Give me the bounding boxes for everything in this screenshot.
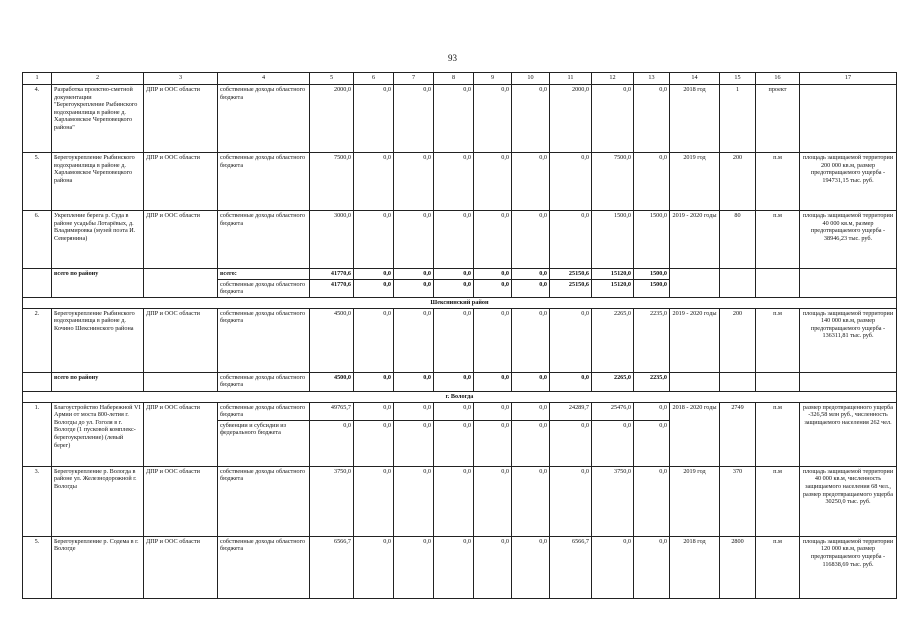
value-cell: 0,0 bbox=[512, 211, 550, 269]
executor: ДПР и ООС области bbox=[144, 85, 218, 153]
value-cell: 0,0 bbox=[550, 153, 592, 211]
empty-cell bbox=[670, 372, 720, 391]
empty-cell bbox=[23, 269, 52, 298]
column-number: 8 bbox=[434, 73, 474, 85]
value-cell: 0,0 bbox=[512, 269, 550, 280]
row-number: 2. bbox=[23, 308, 52, 372]
column-number: 6 bbox=[354, 73, 394, 85]
row-number: 3. bbox=[23, 466, 52, 536]
value-cell: 0,0 bbox=[434, 372, 474, 391]
funding-source: собственные доходы областного бюджета bbox=[218, 153, 310, 211]
table-row bbox=[23, 308, 897, 372]
column-number: 14 bbox=[670, 73, 720, 85]
value-cell: 0,0 bbox=[550, 308, 592, 372]
value-cell: 0,0 bbox=[592, 420, 634, 466]
value-cell: 0,0 bbox=[354, 466, 394, 536]
funding-source: собственные доходы областного бюджета bbox=[218, 402, 310, 420]
empty-cell bbox=[800, 372, 897, 391]
value-cell: 0,0 bbox=[634, 420, 670, 466]
value-cell: 7500,0 bbox=[310, 153, 354, 211]
value-cell: 0,0 bbox=[394, 279, 434, 297]
value-cell: 0,0 bbox=[634, 153, 670, 211]
measures-table bbox=[22, 72, 897, 599]
value-cell: 0,0 bbox=[512, 153, 550, 211]
value-cell: 0,0 bbox=[512, 420, 550, 466]
empty-cell bbox=[720, 269, 756, 298]
value-cell: 41770,6 bbox=[310, 279, 354, 297]
table-row bbox=[23, 211, 897, 269]
value-cell: 7500,0 bbox=[592, 153, 634, 211]
value-cell: 2265,0 bbox=[592, 372, 634, 391]
measure-name: Благоустройство Набережной VI Армии от моста 800-летия г. Вологды до ул. Гоголя в г. Вологде (1 пусковой комплекс-берегоукрепление) (левый берег) bbox=[52, 402, 144, 466]
value-cell: 4500,0 bbox=[310, 372, 354, 391]
period-cell: 2019 - 2020 годы bbox=[670, 308, 720, 372]
value-cell: 0,0 bbox=[394, 211, 434, 269]
value-cell: 0,0 bbox=[550, 420, 592, 466]
section-row bbox=[23, 297, 897, 308]
value-cell: 6566,7 bbox=[310, 536, 354, 598]
value-cell: 2265,0 bbox=[592, 308, 634, 372]
table-row bbox=[23, 402, 897, 420]
column-number: 2 bbox=[52, 73, 144, 85]
value-cell: 41770,6 bbox=[310, 269, 354, 280]
volume-cell: 200 bbox=[720, 308, 756, 372]
value-cell: 0,0 bbox=[474, 279, 512, 297]
empty-cell bbox=[800, 269, 897, 298]
value-cell: 2000,0 bbox=[310, 85, 354, 153]
value-cell: 0,0 bbox=[474, 308, 512, 372]
result-cell bbox=[800, 85, 897, 153]
column-number: 4 bbox=[218, 73, 310, 85]
column-number: 16 bbox=[756, 73, 800, 85]
value-cell: 0,0 bbox=[634, 402, 670, 420]
value-cell: 0,0 bbox=[592, 85, 634, 153]
volume-cell: 370 bbox=[720, 466, 756, 536]
period-cell: 2019 год bbox=[670, 466, 720, 536]
value-cell: 6566,7 bbox=[550, 536, 592, 598]
empty-cell bbox=[720, 372, 756, 391]
value-cell: 2000,0 bbox=[550, 85, 592, 153]
value-cell: 0,0 bbox=[394, 420, 434, 466]
result-cell: площадь защищаемой территории 140 000 кв.м, размер предотвращаемого ущерба - 136311,81 тыс. руб. bbox=[800, 308, 897, 372]
value-cell: 25150,6 bbox=[550, 269, 592, 280]
measure-name: Берегоукрепление Рыбинского водохранилища в районе д. Харламовское Череповецкого района bbox=[52, 153, 144, 211]
district-total-row bbox=[23, 372, 897, 391]
funding-source: субвенции и субсидии из федерального бюджета bbox=[218, 420, 310, 466]
column-number-row bbox=[23, 73, 897, 85]
value-cell: 0,0 bbox=[474, 269, 512, 280]
value-cell: 0,0 bbox=[394, 402, 434, 420]
table-row bbox=[23, 153, 897, 211]
table-row bbox=[23, 466, 897, 536]
unit-cell: п.м bbox=[756, 308, 800, 372]
funding-source: собственные доходы областного бюджета bbox=[218, 466, 310, 536]
column-number: 11 bbox=[550, 73, 592, 85]
empty-cell bbox=[670, 269, 720, 298]
column-number: 13 bbox=[634, 73, 670, 85]
volume-cell: 200 bbox=[720, 153, 756, 211]
value-cell: 0,0 bbox=[434, 308, 474, 372]
value-cell: 25150,6 bbox=[550, 279, 592, 297]
value-cell: 0,0 bbox=[354, 536, 394, 598]
column-number: 12 bbox=[592, 73, 634, 85]
funding-source: собственные доходы областного бюджета bbox=[218, 372, 310, 391]
result-cell: площадь защищаемой территории 40 000 кв.м, численность защищаемого населения 68 чел., размер предотвращаемого ущерба 30250,0 тыс. руб. bbox=[800, 466, 897, 536]
value-cell: 0,0 bbox=[310, 420, 354, 466]
result-cell: площадь защищаемой территории 200 000 кв.м, размер предотвращаемого ущерба - 194731,15 тыс. руб. bbox=[800, 153, 897, 211]
section-title: Шекснинский район bbox=[23, 297, 897, 308]
value-cell: 0,0 bbox=[394, 85, 434, 153]
period-cell: 2018 год bbox=[670, 536, 720, 598]
value-cell: 0,0 bbox=[354, 420, 394, 466]
row-number: 1. bbox=[23, 402, 52, 466]
executor: ДПР и ООС области bbox=[144, 402, 218, 466]
value-cell: 0,0 bbox=[434, 402, 474, 420]
value-cell: 0,0 bbox=[512, 466, 550, 536]
value-cell: 0,0 bbox=[354, 402, 394, 420]
measure-name: Разработка проектно-сметной документации "Берегоукрепление Рыбинского водохранилища в районе д. Харламовское Череповецкого района" bbox=[52, 85, 144, 153]
executor: ДПР и ООС области bbox=[144, 153, 218, 211]
column-number: 7 bbox=[394, 73, 434, 85]
value-cell: 0,0 bbox=[550, 372, 592, 391]
period-cell: 2018 год bbox=[670, 85, 720, 153]
value-cell: 0,0 bbox=[634, 85, 670, 153]
value-cell: 3750,0 bbox=[310, 466, 354, 536]
value-cell: 25476,0 bbox=[592, 402, 634, 420]
value-cell: 0,0 bbox=[474, 420, 512, 466]
funding-source: собственные доходы областного бюджета bbox=[218, 279, 310, 297]
funding-source: собственные доходы областного бюджета bbox=[218, 85, 310, 153]
row-number: 4. bbox=[23, 85, 52, 153]
row-number: 5. bbox=[23, 536, 52, 598]
measure-name: Берегоукрепление р. Содема в г. Вологде bbox=[52, 536, 144, 598]
table-row bbox=[23, 536, 897, 598]
value-cell: 0,0 bbox=[634, 466, 670, 536]
unit-cell: п.м bbox=[756, 153, 800, 211]
empty-cell bbox=[144, 372, 218, 391]
unit-cell: проект bbox=[756, 85, 800, 153]
value-cell: 3000,0 bbox=[310, 211, 354, 269]
result-cell: размер предотвращенного ущерба -326,58 млн руб., численность защищаемого населения 262 чел. bbox=[800, 402, 897, 466]
executor: ДПР и ООС области bbox=[144, 308, 218, 372]
value-cell: 0,0 bbox=[434, 211, 474, 269]
section-row bbox=[23, 391, 897, 402]
value-cell: 3750,0 bbox=[592, 466, 634, 536]
value-cell: 15120,0 bbox=[592, 279, 634, 297]
funding-source: всего: bbox=[218, 269, 310, 280]
value-cell: 0,0 bbox=[474, 153, 512, 211]
measure-name: Укрепление берега р. Суда в районе усадьбы Лотарёвых, д. Владимировка (музей поэта И. Северянина) bbox=[52, 211, 144, 269]
value-cell: 0,0 bbox=[394, 153, 434, 211]
value-cell: 0,0 bbox=[512, 279, 550, 297]
value-cell: 24289,7 bbox=[550, 402, 592, 420]
value-cell: 0,0 bbox=[394, 308, 434, 372]
value-cell: 0,0 bbox=[474, 466, 512, 536]
value-cell: 0,0 bbox=[354, 269, 394, 280]
measure-name: Берегоукрепление Рыбинского водохранилища в районе д. Кочино Шекснинского района bbox=[52, 308, 144, 372]
value-cell: 0,0 bbox=[434, 85, 474, 153]
value-cell: 15120,0 bbox=[592, 269, 634, 280]
column-number: 1 bbox=[23, 73, 52, 85]
value-cell: 0,0 bbox=[512, 402, 550, 420]
value-cell: 0,0 bbox=[434, 536, 474, 598]
value-cell: 49765,7 bbox=[310, 402, 354, 420]
value-cell: 0,0 bbox=[634, 536, 670, 598]
volume-cell: 1 bbox=[720, 85, 756, 153]
section-title: г. Вологда bbox=[23, 391, 897, 402]
value-cell: 0,0 bbox=[394, 466, 434, 536]
result-cell: площадь защищаемой территории 40 000 кв.м, размер предотвращаемого ущерба - 38946,23 тыс. руб. bbox=[800, 211, 897, 269]
executor: ДПР и ООС области bbox=[144, 211, 218, 269]
total-label: всего по району bbox=[52, 372, 144, 391]
column-number: 9 bbox=[474, 73, 512, 85]
row-number: 5. bbox=[23, 153, 52, 211]
volume-cell: 2800 bbox=[720, 536, 756, 598]
unit-cell: п.м bbox=[756, 536, 800, 598]
value-cell: 0,0 bbox=[550, 466, 592, 536]
value-cell: 0,0 bbox=[592, 536, 634, 598]
value-cell: 0,0 bbox=[512, 308, 550, 372]
result-cell: площадь защищаемой территории 120 000 кв.м, размер предотвращаемого ущерба - 116838,69 тыс. руб. bbox=[800, 536, 897, 598]
value-cell: 4500,0 bbox=[310, 308, 354, 372]
funding-source: собственные доходы областного бюджета bbox=[218, 308, 310, 372]
value-cell: 0,0 bbox=[354, 85, 394, 153]
value-cell: 0,0 bbox=[354, 308, 394, 372]
value-cell: 0,0 bbox=[474, 372, 512, 391]
value-cell: 0,0 bbox=[354, 279, 394, 297]
column-number: 10 bbox=[512, 73, 550, 85]
page-number: 93 bbox=[448, 53, 457, 63]
table-row bbox=[23, 85, 897, 153]
value-cell: 0,0 bbox=[394, 269, 434, 280]
value-cell: 0,0 bbox=[434, 153, 474, 211]
empty-cell bbox=[756, 269, 800, 298]
column-number: 17 bbox=[800, 73, 897, 85]
value-cell: 1500,0 bbox=[592, 211, 634, 269]
executor: ДПР и ООС области bbox=[144, 536, 218, 598]
empty-cell bbox=[756, 372, 800, 391]
value-cell: 0,0 bbox=[434, 279, 474, 297]
row-number: 6. bbox=[23, 211, 52, 269]
district-total-row bbox=[23, 269, 897, 280]
funding-source: собственные доходы областного бюджета bbox=[218, 536, 310, 598]
value-cell: 2235,0 bbox=[634, 372, 670, 391]
empty-cell bbox=[144, 269, 218, 298]
value-cell: 1500,0 bbox=[634, 269, 670, 280]
executor: ДПР и ООС области bbox=[144, 466, 218, 536]
value-cell: 0,0 bbox=[512, 85, 550, 153]
value-cell: 0,0 bbox=[394, 536, 434, 598]
column-number: 5 bbox=[310, 73, 354, 85]
period-cell: 2019 - 2020 годы bbox=[670, 211, 720, 269]
unit-cell: п.м bbox=[756, 466, 800, 536]
value-cell: 0,0 bbox=[474, 402, 512, 420]
value-cell: 0,0 bbox=[512, 372, 550, 391]
unit-cell: п.м bbox=[756, 211, 800, 269]
value-cell: 0,0 bbox=[434, 269, 474, 280]
value-cell: 0,0 bbox=[354, 211, 394, 269]
value-cell: 0,0 bbox=[394, 372, 434, 391]
value-cell: 2235,0 bbox=[634, 308, 670, 372]
value-cell: 0,0 bbox=[354, 153, 394, 211]
value-cell: 0,0 bbox=[512, 536, 550, 598]
measure-name: Берегоукрепление р. Вологда в районе ул. Железнодорожной г. Вологды bbox=[52, 466, 144, 536]
empty-cell bbox=[23, 372, 52, 391]
value-cell: 0,0 bbox=[474, 536, 512, 598]
value-cell: 0,0 bbox=[434, 420, 474, 466]
total-label: всего по району bbox=[52, 269, 144, 298]
value-cell: 0,0 bbox=[474, 85, 512, 153]
column-number: 15 bbox=[720, 73, 756, 85]
value-cell: 0,0 bbox=[354, 372, 394, 391]
value-cell: 0,0 bbox=[550, 211, 592, 269]
column-number: 3 bbox=[144, 73, 218, 85]
volume-cell: 80 bbox=[720, 211, 756, 269]
period-cell: 2019 год bbox=[670, 153, 720, 211]
value-cell: 0,0 bbox=[434, 466, 474, 536]
value-cell: 0,0 bbox=[474, 211, 512, 269]
value-cell: 1500,0 bbox=[634, 211, 670, 269]
volume-cell: 2749 bbox=[720, 402, 756, 466]
funding-source: собственные доходы областного бюджета bbox=[218, 211, 310, 269]
unit-cell: п.м bbox=[756, 402, 800, 466]
value-cell: 1500,0 bbox=[634, 279, 670, 297]
period-cell: 2018 - 2020 годы bbox=[670, 402, 720, 466]
